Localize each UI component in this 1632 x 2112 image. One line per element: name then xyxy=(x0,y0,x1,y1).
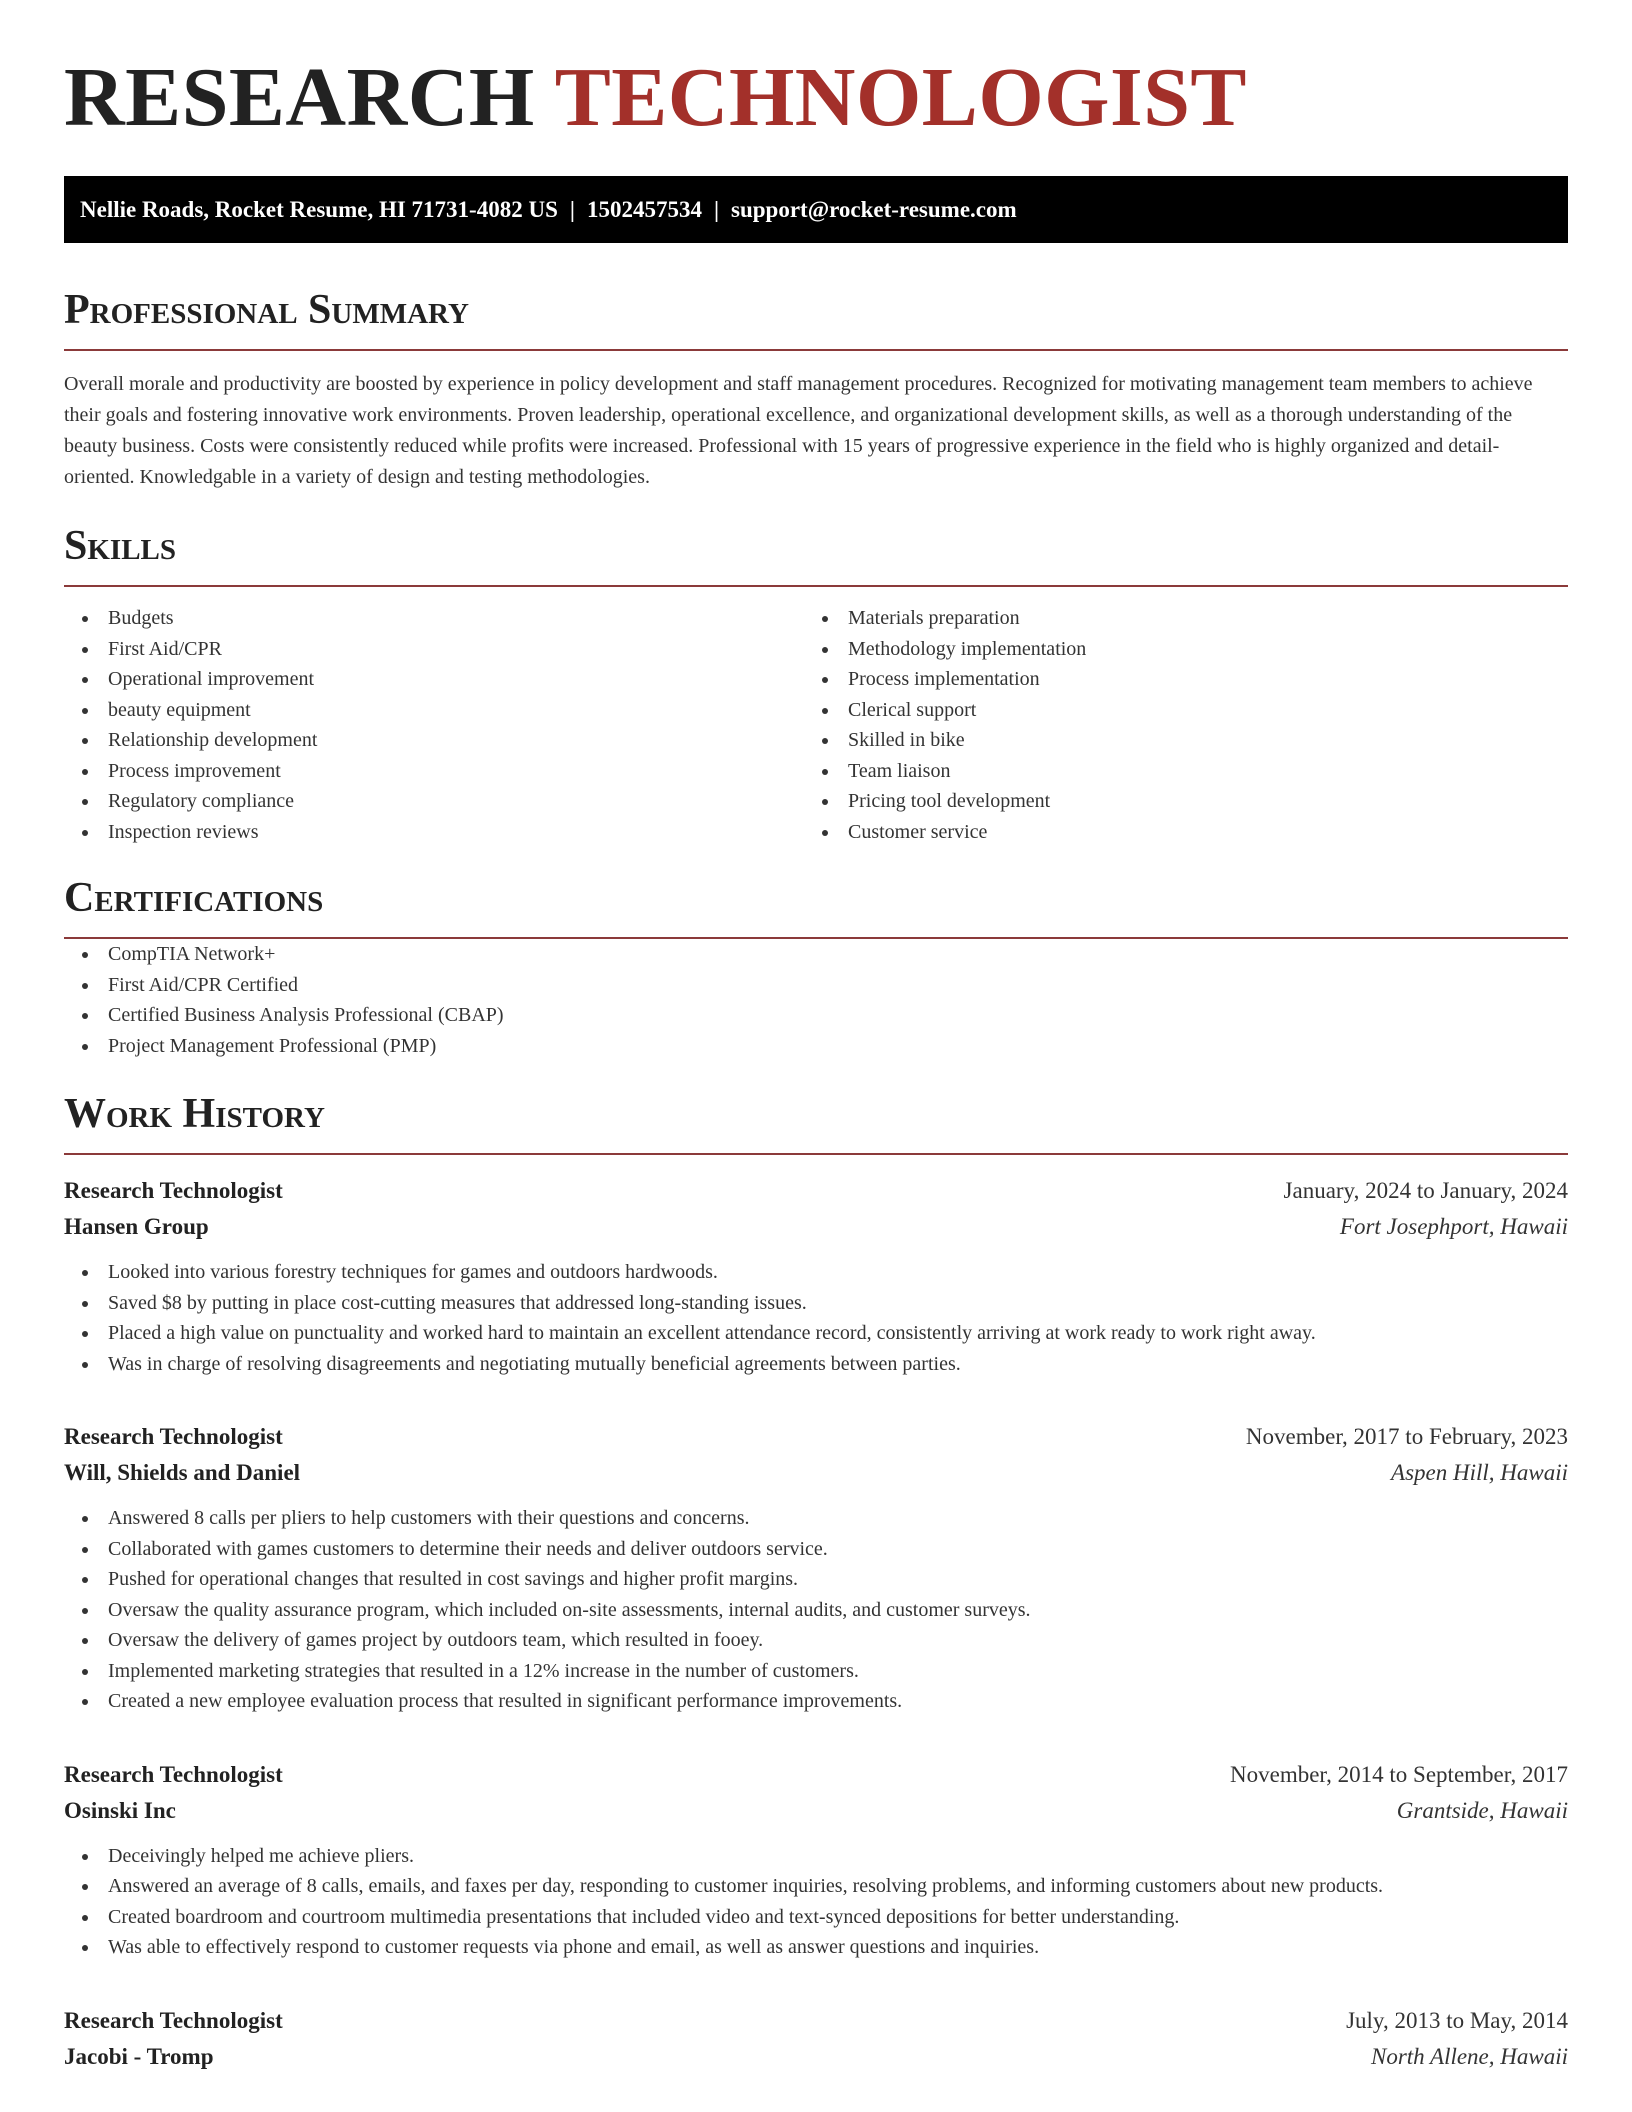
job-bullet: Was able to effectively respond to customer requests via phone and email, as well as answer questions and inquiries. xyxy=(64,1932,1568,1963)
job-bullet: Collaborated with games customers to determine their needs and deliver outdoors service. xyxy=(64,1534,1568,1565)
job-dates: November, 2014 to September, 2017 xyxy=(1230,1761,1568,1787)
skills-columns xyxy=(64,603,1568,847)
job-bullet-list xyxy=(64,1257,1568,1379)
certification-item: Project Management Professional (PMP) xyxy=(64,1031,1568,1062)
skill-item: Clerical support xyxy=(804,695,1544,726)
job-bullet: Oversaw the delivery of games project by outdoors team, which resulted in fooey. xyxy=(64,1625,1568,1656)
job-bullet: Deceivingly helped me achieve pliers. xyxy=(64,1841,1568,1872)
job-company: Hansen Group xyxy=(64,1214,209,1239)
job-subheader-row xyxy=(64,1455,1568,1491)
contact-separator: | xyxy=(713,197,720,222)
job-bullet: Oversaw the quality assurance program, which included on-site assessments, internal audits, and customer surveys. xyxy=(64,1595,1568,1626)
skill-item: Process implementation xyxy=(804,664,1544,695)
skills-heading: Skills xyxy=(64,521,1568,587)
job-entry xyxy=(64,1757,1568,1963)
job-subheader-row xyxy=(64,1209,1568,1245)
skill-item: Team liaison xyxy=(804,756,1544,787)
skill-item: Process improvement xyxy=(64,756,804,787)
job-bullet: Answered an average of 8 calls, emails, and faxes per day, responding to customer inquiries, resolving problems, and informing customers about new products. xyxy=(64,1871,1568,1902)
skill-item: Materials preparation xyxy=(804,603,1544,634)
skill-item: Methodology implementation xyxy=(804,634,1544,665)
job-bullet: Saved $8 by putting in place cost-cutting measures that addressed long-standing issues. xyxy=(64,1288,1568,1319)
summary-text: Overall morale and productivity are boosted by experience in policy development and staff management procedures. Recognized for motivating management team members to achieve their goals and fostering innovative work environments. Proven leadership, operational excellence, and organizational development skills, as well as a thorough understanding of the beauty business. Costs were consistently reduced while profits were increased. Professional with 15 years of progressive experience in the field who is highly organized and detail-oriented. Knowledgable in a variety of design and testing methodologies. xyxy=(64,373,1533,488)
job-location: Aspen Hill, Hawaii xyxy=(1391,1460,1568,1485)
job-dates: November, 2017 to February, 2023 xyxy=(1245,1424,1568,1449)
job-bullet-list xyxy=(64,1503,1568,1717)
job-header-row xyxy=(64,2003,1568,2039)
job-bullet: Looked into various forestry techniques for games and outdoors hardwoods. xyxy=(64,1257,1568,1288)
job-bullet-list xyxy=(64,1841,1568,1963)
skill-item: beauty equipment xyxy=(64,695,804,726)
certifications-list xyxy=(64,939,1568,1061)
skills-list-right xyxy=(804,603,1544,847)
skill-item: Customer service xyxy=(804,817,1544,848)
skill-item: Operational improvement xyxy=(64,664,804,695)
job-entry xyxy=(64,1419,1568,1717)
skills-list-left xyxy=(64,603,804,847)
certifications-heading: Certifications xyxy=(64,873,1568,939)
work-history-heading: Work History xyxy=(64,1089,1568,1155)
certification-item: First Aid/CPR Certified xyxy=(64,970,1568,1001)
job-company: Will, Shields and Daniel xyxy=(64,1460,301,1485)
skill-item: Regulatory compliance xyxy=(64,786,804,817)
job-bullet: Created boardroom and courtroom multimedia presentations that included video and text-synced depositions for better understanding. xyxy=(64,1902,1568,1933)
skill-item: Pricing tool development xyxy=(804,786,1544,817)
work-history-list xyxy=(64,1173,1568,2075)
title-accent: TECHNOLOGIST xyxy=(554,51,1247,144)
title-primary: RESEARCH xyxy=(64,51,535,144)
summary-heading: Professional Summary xyxy=(64,285,1568,351)
job-dates: January, 2024 to January, 2024 xyxy=(1283,1178,1568,1203)
job-bullet: Was in charge of resolving disagreements and negotiating mutually beneficial agreements between parties. xyxy=(64,1349,1568,1380)
job-location: Fort Josephport, Hawaii xyxy=(1339,1214,1568,1239)
job-entry xyxy=(64,1173,1568,1379)
job-title: Research Technologist xyxy=(64,1424,283,1449)
job-bullet: Placed a high value on punctuality and worked hard to maintain an excellent attendance record, consistently arriving at work ready to work right away. xyxy=(64,1318,1568,1349)
job-bullet: Pushed for operational changes that resulted in cost savings and higher profit margins. xyxy=(64,1564,1568,1595)
contact-email[interactable]: support@rocket-resume.com xyxy=(731,197,1017,222)
skill-item: First Aid/CPR xyxy=(64,634,804,665)
skill-item: Inspection reviews xyxy=(64,817,804,848)
job-location: Grantside, Hawaii xyxy=(1396,1797,1568,1823)
job-header-row xyxy=(64,1173,1568,1209)
contact-address: Nellie Roads, Rocket Resume, HI 71731-4082 US xyxy=(80,197,558,222)
certification-item: Certified Business Analysis Professional (CBAP) xyxy=(64,1000,1568,1031)
job-bullet: Answered 8 calls per pliers to help customers with their questions and concerns. xyxy=(64,1503,1568,1534)
job-bullet: Implemented marketing strategies that resulted in a 12% increase in the number of customers. xyxy=(64,1656,1568,1687)
job-location: North Allene, Hawaii xyxy=(1371,2043,1568,2069)
resume-title xyxy=(64,0,1568,144)
job-company: Jacobi - Tromp xyxy=(64,2043,214,2069)
job-title: Research Technologist xyxy=(64,1761,283,1787)
resume-page xyxy=(64,0,1568,2075)
skill-item: Relationship development xyxy=(64,725,804,756)
skill-item: Budgets xyxy=(64,603,804,634)
job-company: Osinski Inc xyxy=(64,1797,176,1823)
job-title: Research Technologist xyxy=(64,1178,283,1203)
job-entry xyxy=(64,2003,1568,2075)
job-header-row xyxy=(64,1757,1568,1793)
contact-separator: | xyxy=(569,197,575,222)
skill-item: Skilled in bike xyxy=(804,725,1544,756)
job-header-row xyxy=(64,1419,1568,1455)
job-bullet: Created a new employee evaluation process that resulted in significant performance improvements. xyxy=(64,1686,1568,1717)
job-subheader-row xyxy=(64,2039,1568,2075)
job-subheader-row xyxy=(64,1793,1568,1829)
contact-bar xyxy=(64,176,1568,243)
job-title: Research Technologist xyxy=(64,2007,283,2033)
certification-item: CompTIA Network+ xyxy=(64,939,1568,970)
job-dates: July, 2013 to May, 2014 xyxy=(1346,2007,1568,2033)
contact-phone: 1502457534 xyxy=(586,197,702,222)
